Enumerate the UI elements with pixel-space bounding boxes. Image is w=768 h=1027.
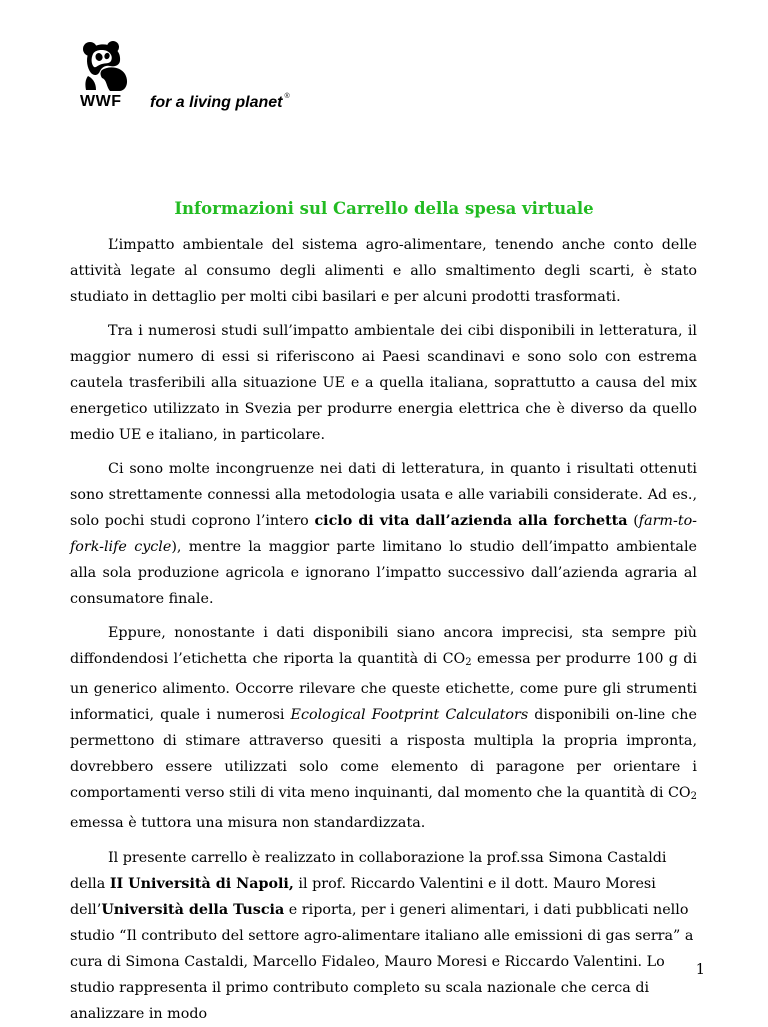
paragraph-1: L’impatto ambientale del sistema agro-alimentare, tenendo anche conto delle attività legate al consumo degli alimenti e allo smaltimento degli scarti, è stato studiato in dettaglio per molti cibi basilari e per alcuni prodotti trasformati. <box>70 237 697 305</box>
paragraph-4: Eppure, nonostante i dati disponibili siano ancora imprecisi, sta sempre più diffondendosi l’etichetta che riporta la quantità di $CO_2$ emessa per produrre 100 g di un generico alimento. Occorre rilevare che queste etichette, come pure gli strumenti informatici, quale i numerosi Ecological Footprint Calculators disponibili on-line che permettono di stimare attraverso quesiti a risposta multipla la propria impronta, dovrebbero essere utilizzati solo come elemento di paragone per orientare i comportamenti verso stili di vita meno inquinanti, dal momento che la quantità di $CO_2$ emessa è tuttora una misura non standardizzata. <box>70 625 697 831</box>
panda-icon <box>80 40 130 92</box>
logo-tagline: for a living planet ® <box>150 93 290 111</box>
wwf-wordmark: WWF <box>80 93 122 110</box>
wwf-logo <box>80 40 295 118</box>
paragraph-3: Ci sono molte incongruenze nei dati di letteratura, in quanto i risultati ottenuti sono strettamente connessi alla metodologia usata e alle variabili considerate. Ad es., solo pochi studi coprono l’intero ciclo di vita dall’azienda alla forchetta (farm-to-fork-life cycle), mentre la maggior parte limitano lo studio dell’impatto ambientale alla sola produzione agricola e ignorano l’impatto successivo dall’azienda agraria al consumatore finale. <box>70 461 698 607</box>
page-number: 1 <box>695 962 705 978</box>
paragraph-2: Tra i numerosi studi sull’impatto ambientale dei cibi disponibili in letteratura, il maggior numero di essi si riferiscono ai Paesi scandinavi e sono solo con estrema cautela trasferibili alla situazione UE e a quella italiana, soprattutto a causa del mix energetico utilizzato in Svezia per produrre energia elettrica che è diverso da quello medio UE e italiano, in particolare. <box>70 323 697 443</box>
paragraph-5: Il presente carrello è realizzato in collaborazione la prof.ssa Simona Castaldi della II Università di Napoli, il prof. Riccardo Valentini e il dott. Mauro Moresi dell’Università della Tuscia e riporta, per i generi alimentari, i dati pubblicati nello studio “Il contributo del settore agro-alimentare italiano alle emissioni di gas serra” a cura di Simona Castaldi, Marcello Fidaleo, Mauro Moresi e Riccardo Valentini. Lo studio rappresenta il primo contributo completo su scala nazionale che cerca di analizzare in modo <box>70 850 694 1022</box>
document-body <box>70 232 697 1027</box>
page-title: Informazioni sul Carrello della spesa virtuale <box>174 199 594 218</box>
